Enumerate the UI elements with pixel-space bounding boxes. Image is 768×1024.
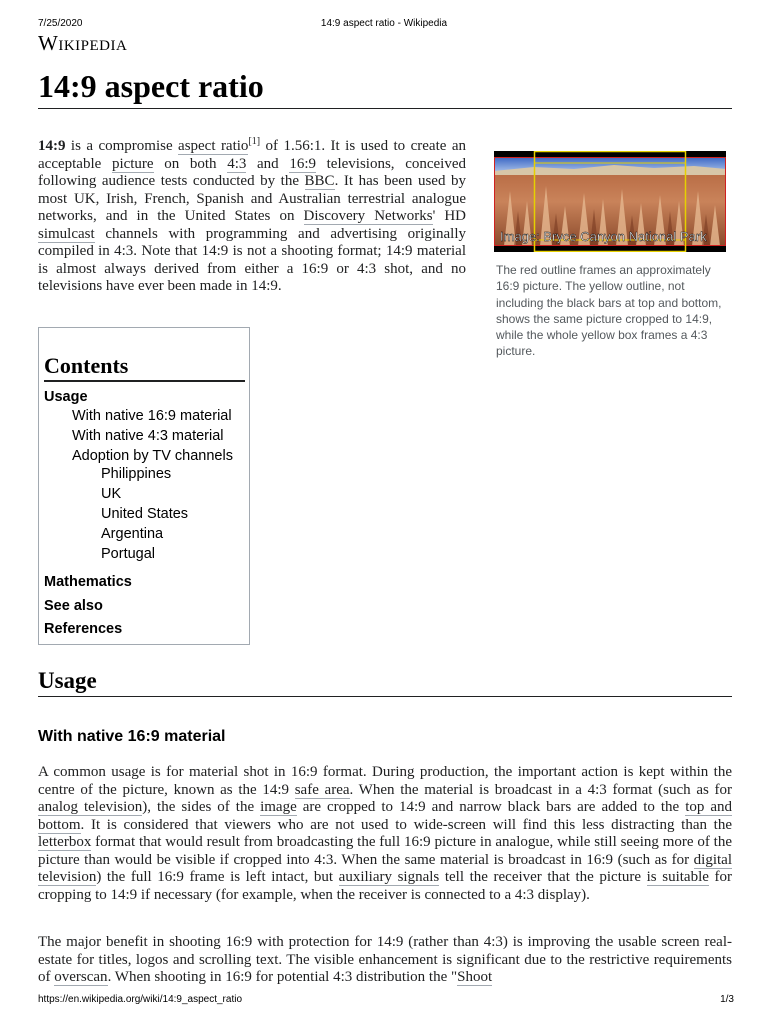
link-analog-television[interactable]: analog television	[38, 799, 143, 815]
toc-item-see-also[interactable]: See also	[44, 598, 103, 614]
print-url: https://en.wikipedia.org/wiki/14:9_aspect_ratio	[38, 994, 243, 1005]
ref-1[interactable]: [1]	[248, 136, 261, 147]
link-discovery-networks[interactable]: Discovery Networks	[303, 208, 433, 224]
lead-text: ' HD	[432, 208, 466, 224]
bryce-canyon-image	[494, 151, 726, 252]
figure-caption: The red outline frames an approximately 16:9 picture. The yellow outline, not including the black bars at top and bottom, shows the same picture cropped to 14:9, while the whole yellow box frames a 4:3 picture.	[496, 263, 722, 359]
lead-text: and	[246, 155, 290, 172]
link-image[interactable]: image	[260, 799, 297, 815]
link-letterbox[interactable]: letterbox	[38, 834, 92, 850]
para-text: for cropping to 14:9 if necessary (for example, when the receiver is connected to a 4:3 display).	[38, 869, 732, 903]
toc-item-native-4-3[interactable]: With native 4:3 material	[72, 428, 224, 444]
bryce-canyon-figure[interactable]	[494, 151, 726, 252]
toc-item-argentina[interactable]: Argentina	[101, 526, 164, 542]
para-text: ), the sides of the	[142, 799, 261, 815]
para-text: are cropped to 14:9 and narrow black bars are added to the	[296, 799, 686, 815]
toc-item-usage[interactable]: Usage	[44, 389, 88, 405]
lead-text: . It has been used by most UK, Irish, French, Spanish and Australian terrestrial analogue networks, and in the United States on	[38, 173, 467, 224]
toc-item-adoption[interactable]: Adoption by TV channels	[72, 448, 233, 464]
toc-title: Contents	[44, 352, 245, 382]
wikipedia-wordmark[interactable]: Wikipedia	[38, 31, 128, 55]
usage-paragraph-2	[38, 934, 732, 987]
para-text: tell the receiver that the picture	[439, 869, 647, 885]
link-shoot[interactable]: Shoot	[457, 969, 493, 985]
print-page-title: 14:9 aspect ratio - Wikipedia	[320, 18, 448, 29]
link-overscan[interactable]: overscan	[54, 969, 108, 985]
toc-item-united-states[interactable]: United States	[101, 506, 189, 522]
print-date: 7/25/2020	[38, 18, 83, 29]
lead-paragraph	[38, 138, 466, 296]
toc-item-portugal[interactable]: Portugal	[101, 546, 156, 562]
toc-item-philippines[interactable]: Philippines	[101, 466, 172, 482]
bold-term: 14:9	[38, 138, 66, 154]
para-text: ) the full 16:9 frame is left intact, but	[96, 869, 339, 885]
link-aspect-ratio[interactable]: aspect ratio	[178, 138, 249, 154]
link-safe-area[interactable]: safe area	[294, 781, 350, 798]
para-text: . When shooting in 16:9 for potential 4:3 distribution the "	[107, 969, 458, 985]
link-bbc[interactable]: BBC	[304, 173, 335, 189]
para-text: format that would result from broadcasting the full 16:9 picture in analogue, while still seeing more of the picture than would be visible if cropped into 4:3. When the same material is broadcast in 16:9 (such as for	[38, 834, 732, 868]
para-text: A common usage is for material shot in 16:9 format. During production, the important action is kept within the centre of the picture, known as the 14:9	[38, 764, 732, 798]
para-text: The major benefit in shooting 16:9 with protection for 14:9 (rather than 4:3) is improving the usable screen real-estate for titles, logos and scrolling text. The visible enhancement is significant due to the restrictive requirements of	[38, 934, 732, 985]
para-text: . When the material is broadcast in a 4:3 format (such as for	[349, 781, 732, 798]
link-auxiliary-signals[interactable]: auxiliary signals	[338, 869, 440, 885]
lead-text: on both	[153, 155, 228, 172]
link-picture[interactable]: picture	[111, 155, 154, 172]
page-title: 14:9 aspect ratio	[38, 66, 732, 109]
toc-item-uk[interactable]: UK	[101, 486, 122, 502]
link-16-9[interactable]: 16:9	[289, 155, 316, 172]
toc-item-mathematics[interactable]: Mathematics	[44, 574, 132, 590]
lead-text: is a compromise	[65, 138, 179, 154]
link-4-3[interactable]: 4:3	[227, 155, 247, 172]
usage-paragraph-1	[38, 764, 732, 904]
lead-text: channels with programming and advertising originally compiled in 4:3. Note that 14:9 is not a shooting format; 14:9 material is almost always derived from either a 16:9 or 4:3 shot, and no televisions have ever been made in 14:9.	[38, 225, 466, 294]
print-page-number: 1/3	[720, 994, 734, 1005]
lead-text: of 1.56:1. It is used to create an acceptable	[38, 138, 466, 172]
link-is-suitable[interactable]: is suitable	[646, 869, 709, 885]
image-label: Image: Bryce Canyon National Park	[500, 229, 707, 244]
table-of-contents	[38, 327, 250, 645]
toc-item-references[interactable]: References	[44, 621, 123, 637]
subsection-heading-native-16-9: With native 16:9 material	[38, 728, 226, 745]
para-text: . It is considered that viewers who are not used to wide-screen will find this less distracting than the	[80, 816, 732, 833]
link-top-and-bottom[interactable]: top and bottom	[38, 799, 733, 833]
toc-item-native-16-9[interactable]: With native 16:9 material	[72, 408, 232, 424]
section-heading-usage: Usage	[38, 667, 732, 697]
lead-text: televisions, conceived following audience tests conducted by the	[38, 155, 466, 189]
link-digital-television[interactable]: digital television	[38, 851, 732, 885]
link-simulcast[interactable]: simulcast	[38, 225, 95, 242]
